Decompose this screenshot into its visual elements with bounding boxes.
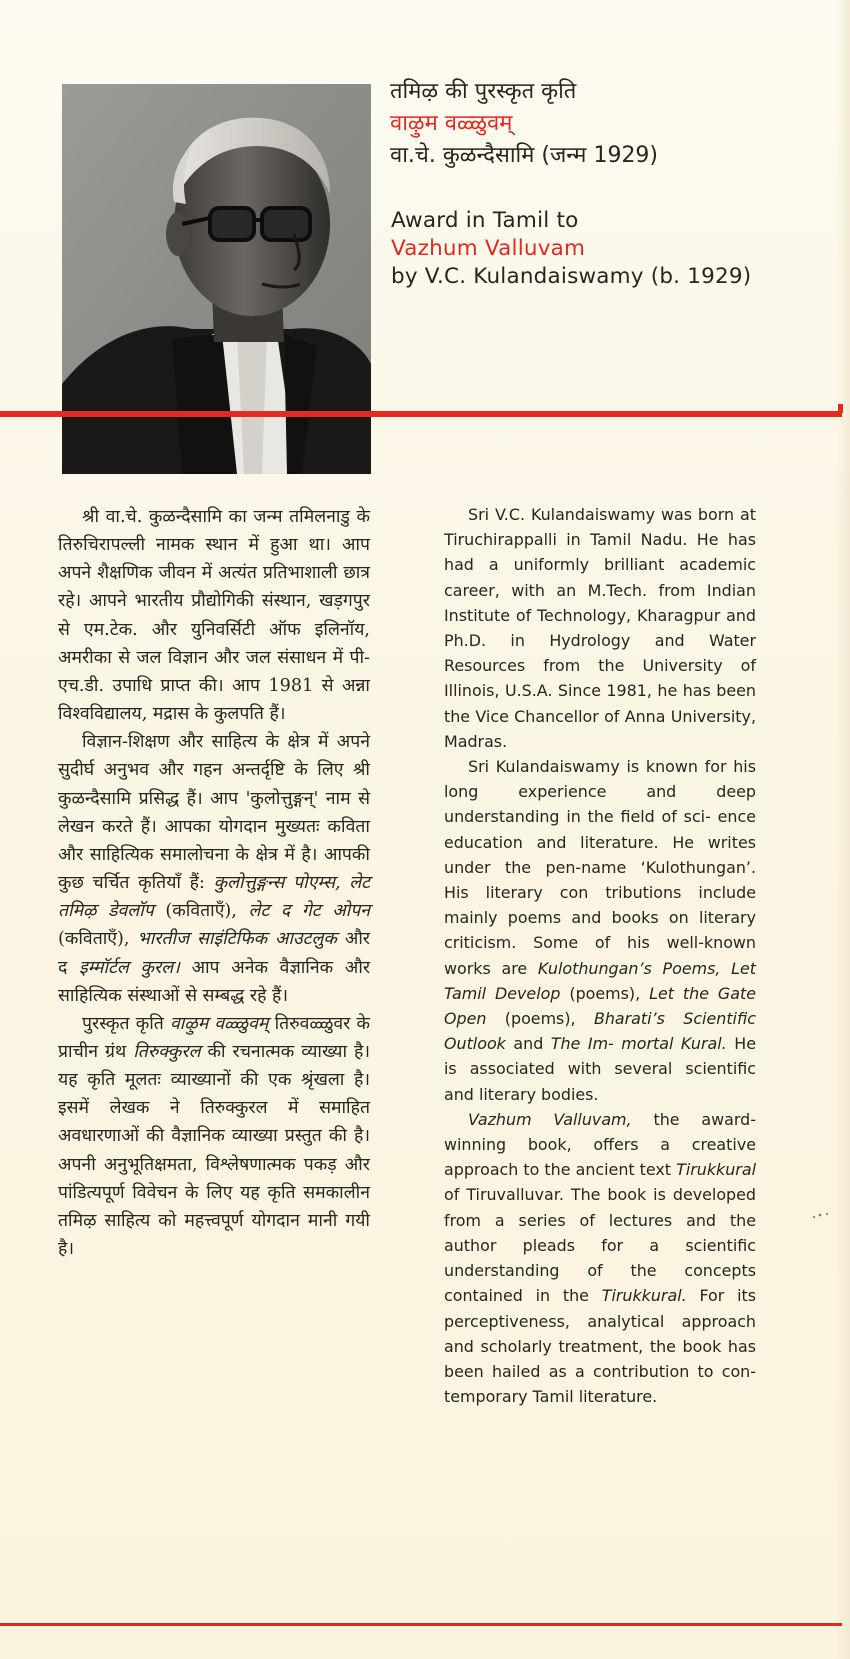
header-hindi-book-title: वाऴुम वळ्ळुवम् xyxy=(390,111,513,136)
hindi-p3-text-a: पुरस्कृत कृति xyxy=(82,1013,164,1034)
header-en-author-line: by V.C. Kulandaiswamy (b. 1929) xyxy=(391,264,752,289)
hindi-p2-work2: लेट द गेट ओपन xyxy=(248,901,371,922)
hindi-p2-text-a: विज्ञान-शिक्षण और साहित्य के क्षेत्र में अपने सुदीर्घ अनुभव और गहन अन्तर्दृष्टि के लिए श्री कुळन्दैसामि प्रसिद्ध हैं। आप 'कुलोत्तुङ्गन्' नाम से लेखन करते हैं। आपका योगदान मुख्यतः कविता और साहित्यिक समालोचना के क्षेत्र में है। आपकी कुछ चर्चित कृतियाँ हैं: xyxy=(58,732,370,894)
english-p2-work3: Bharati’s Scientific Outlook xyxy=(444,1009,756,1054)
hindi-p2-text-b: (कविताएँ), xyxy=(165,901,237,922)
hindi-paragraph-2 xyxy=(58,728,370,1010)
english-p3-work3: Tirukkural. xyxy=(601,1286,687,1306)
header-english xyxy=(391,207,831,291)
red-rule-top xyxy=(0,411,842,417)
english-biography-column xyxy=(444,502,756,1409)
english-p3-work1: Vazhum Valluvam, xyxy=(468,1109,632,1129)
hindi-p2-text-e: आप अनेक वैज्ञानिक और साहित्यिक संस्थाओं से सम्बद्ध रहे हैं। xyxy=(58,957,371,1006)
english-p2-work4: The Im- mortal Kural. xyxy=(550,1034,727,1054)
page-edge-shadow xyxy=(836,0,850,1659)
hindi-paragraph-1: श्री वा.चे. कुळन्दैसामि का जन्म तमिलनाडु के तिरुचिरापल्ली नामक स्थान में हुआ था। आप अपने शैक्षणिक जीवन में अत्यंत प्रतिभाशाली छात्र रहे। आपने भारतीय प्रौद्योगिकी संस्थान, खड़गपुर से एम.टेक. और युनिवर्सिटी ऑफ इलिनॉय, अमरीका से जल विज्ञान और जल संसाधन में पी-एच.डी. उपाधि प्राप्त की। आप 1981 से अन्ना विश्वविद्यालय, मद्रास के कुलपति हैं। xyxy=(58,507,370,725)
english-paragraph-3 xyxy=(444,1107,756,1409)
hindi-p2-work1: कुलोत्तुङ्गन्स पोएम्स, लेट तमिऴ डेवलॉप xyxy=(58,873,371,922)
header-hindi-author-line: वा.चे. कुळन्दैसामि (जन्म 1929) xyxy=(390,143,659,168)
english-p3-text-b: of Tiruvalluvar. The book is developed from a series of lectures and the author pleads for a scientific understanding of the concepts contained in the xyxy=(444,1185,756,1306)
english-p2-text-d: and xyxy=(513,1034,544,1054)
english-p2-text-b: (poems), xyxy=(569,983,641,1003)
print-speck-icon xyxy=(810,1212,834,1220)
english-p2-work2: Let the Gate Open xyxy=(444,983,756,1029)
hindi-p2-work3: भारतीज साइंटिफिक आउटलुक xyxy=(137,929,337,950)
hindi-biography-column xyxy=(58,503,370,1263)
header-en-line1: Award in Tamil to xyxy=(391,208,579,233)
hindi-paragraph-3 xyxy=(58,1010,370,1263)
hindi-p3-work1: वाऴुम वळ्ळुवम् xyxy=(169,1013,269,1034)
header-hindi xyxy=(390,76,830,172)
english-p2-text-c: (poems), xyxy=(504,1009,576,1029)
english-p2-work1: Kulothungan’s Poems, Let Tamil Develop xyxy=(444,958,756,1003)
hindi-p2-work4: इम्मॉर्टल कुरल। xyxy=(79,957,180,978)
english-p3-work2: Tirukkural xyxy=(676,1160,756,1180)
red-rule-bottom xyxy=(0,1623,842,1626)
hindi-p3-text-c: की रचनात्मक व्याख्या है। यह कृति मूलतः व्याख्यानों की एक श्रृंखला है। इसमें लेखक ने तिरुक्कुरल में समाहित अवधारणाओं की वैज्ञानिक व्याख्या प्रस्तुत की है। अपनी अनुभूतिक्षमता, विश्लेषणात्मक पकड़ और पांडित्यपूर्ण विवेचन के लिए यह कृति समकालीन तमिऴ साहित्य को महत्त्वपूर्ण योगदान मानी गयी है। xyxy=(58,1041,371,1260)
hindi-p3-text-b: तिरुवळ्ळुवर के प्राचीन ग्रंथ xyxy=(58,1013,371,1062)
english-p3-text-c: For its perceptiveness, analytical approach and scholarly treatment, the book has been hailed as a contribution to con- temporary Tamil literature. xyxy=(444,1286,756,1407)
hindi-p2-text-c: (कविताएँ), xyxy=(58,929,130,950)
header-en-book-title: Vazhum Valluvam xyxy=(391,236,586,261)
header-hindi-line1: तमिऴ की पुरस्कृत कृति xyxy=(390,79,577,104)
hindi-p3-work2: तिरुक्कुरल xyxy=(133,1041,201,1062)
english-p2-text-a: Sri Kulandaiswamy is known for his long experience and deep understanding in the field of sci- ence education and literature. He writes under the pen-name ‘Kulothungan’. His literary con tributions include mainly poems and books on literary criticism. Some of his well-known works are xyxy=(444,757,756,978)
english-paragraph-1: Sri V.C. Kulandaiswamy was born at Tiruchirappalli in Tamil Nadu. He has had a uniformly brilliant academic career, with an M.Tech. from Indian Institute of Technology, Kharagpur and Ph.D. in Hydrology and Water Resources from the University of Illinois, U.S.A. Since 1981, he has been the Vice Chancellor of Anna University, Madras. xyxy=(444,505,756,751)
english-paragraph-2 xyxy=(444,754,756,1107)
hindi-p2-text-d: और द xyxy=(58,929,371,978)
red-rule-top-cap xyxy=(838,404,843,413)
english-p2-text-e: He is associated with several scientific and literary bodies. xyxy=(444,1034,756,1104)
english-p3-text-a: the award- winning book, offers a creative approach to the ancient text xyxy=(444,1109,756,1180)
